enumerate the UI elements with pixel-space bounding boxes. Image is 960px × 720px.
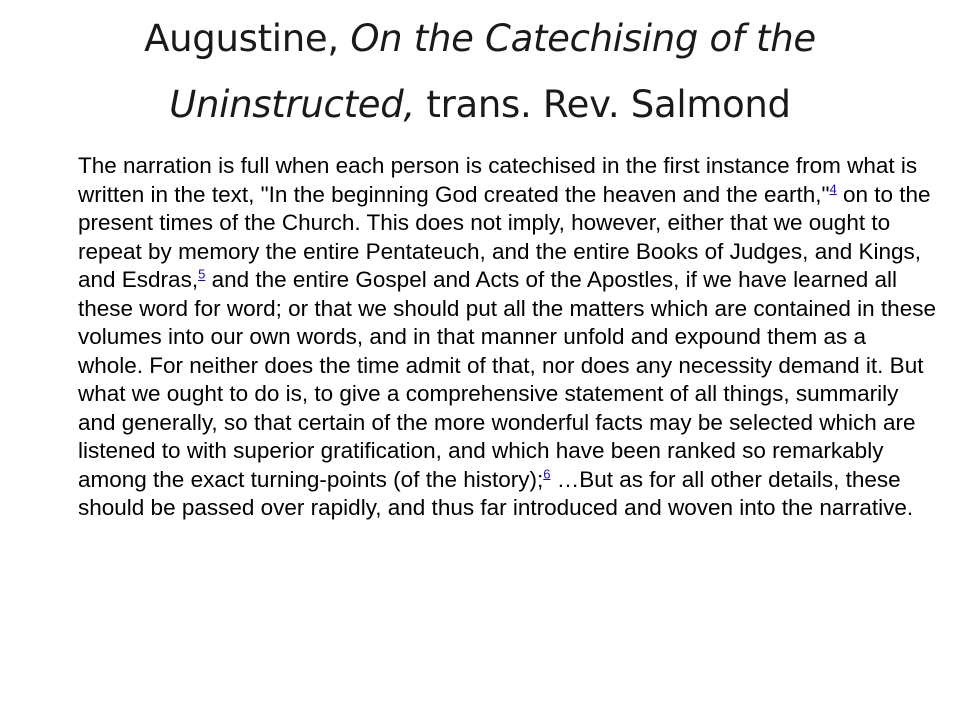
quote-body [78,152,936,523]
quote-text-1: The narration is full when each person is catechised in the first instance from what is written in the text, "In the beginning God created the heaven and the earth," [78,153,918,207]
footnote-link-6[interactable]: 6 [543,466,551,481]
footnote-link-5[interactable]: 5 [198,266,206,282]
title-translator: trans. Rev. Salmond [414,83,791,126]
quote-text-4: …But as for all other details, these should be passed over rapidly, and thus far introduced and woven into the narrative. [78,466,914,520]
slide-title [40,6,920,138]
footnote-link-4[interactable]: 4 [829,181,837,196]
quote-text-2: on to the present times of the Church. This does not imply, however, either that we ought to repeat by memory the entire Pentateuch, and the entire Books of Judges, and Kings, and Esdras, [78,181,931,292]
quote-text-3: and the entire Gospel and Acts of the Apostles, if we have learned all these word for word; or that we should put all the matters which are contained in these volumes into our own words, and in that manner unfold and expound them as a whole. For neither does the time admit of that, nor does any necessity demand it. But what we ought to do is, to give a comprehensive statement of all things, summarily and generally, so that certain of the more wonderful facts may be selected which are listened to with superior gratification, and which have been ranked so remarkably among the exact turning-points (of the history); [78,267,936,492]
title-work: On the Catechising of the Uninstructed, [169,17,816,126]
title-author: Augustine, [144,17,351,60]
